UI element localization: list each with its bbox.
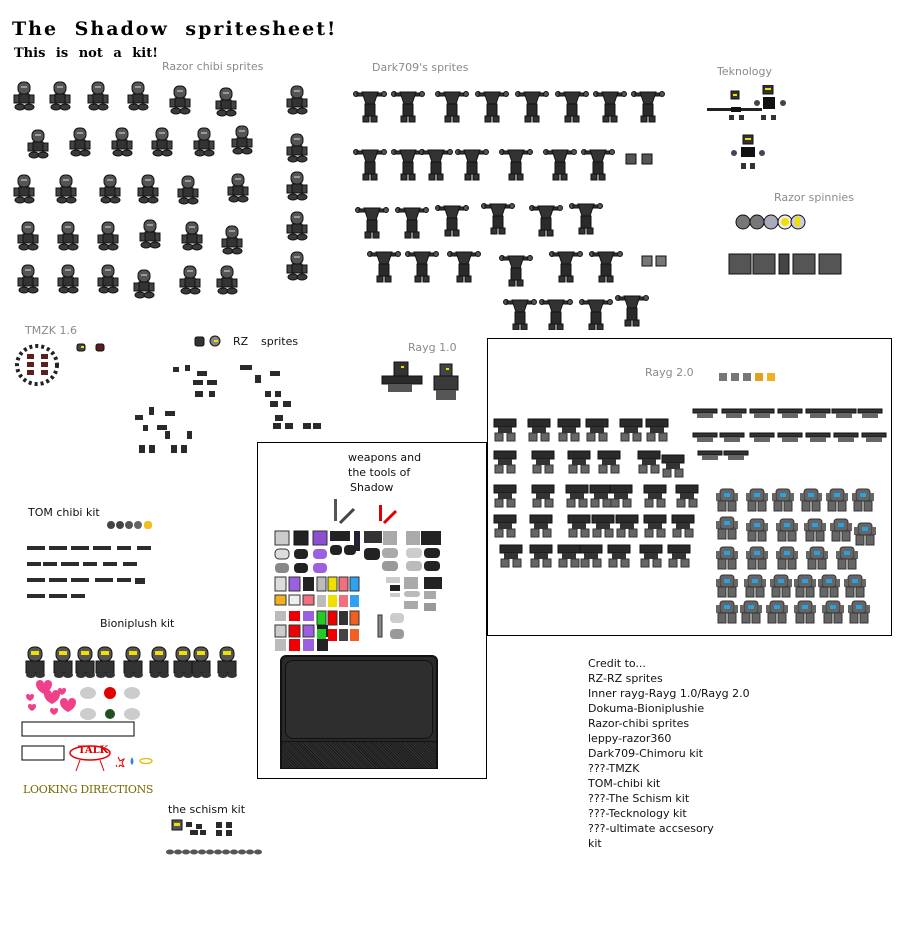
razor-spinnies-label: Razor spinnies	[774, 191, 854, 204]
dark709-robot-icons	[350, 80, 680, 330]
credit-line: Razor-chibi sprites	[588, 717, 690, 730]
tom-chibi-icons	[25, 518, 165, 608]
razor-spinnies-icons	[725, 212, 855, 277]
lightsaber-slant-icon	[384, 511, 396, 523]
monitor-base	[282, 741, 436, 768]
razor-chibi-robot-icons	[12, 80, 322, 300]
talk-text: TALK	[78, 745, 109, 756]
rayg2-label: Rayg 2.0	[645, 366, 694, 379]
dark709-sprites	[350, 80, 680, 330]
weapons-label-line3: Shadow	[350, 481, 394, 494]
credits-list	[588, 656, 750, 851]
weapons-panel	[257, 442, 487, 779]
credit-line: Inner rayg-Rayg 1.0/Rayg 2.0	[588, 687, 750, 700]
schism-label: the schism kit	[168, 803, 246, 816]
teknology-label: Teknology	[717, 65, 772, 78]
rayg1-sprites	[380, 360, 470, 405]
lightsaber-icon	[379, 505, 382, 521]
credit-line: ???-TMZK	[588, 762, 640, 775]
smoke-icons	[78, 684, 143, 724]
credit-line: Dark709-Chimoru kit	[588, 747, 703, 760]
credit-line: RZ-RZ sprites	[588, 672, 663, 685]
monitor-icon	[280, 655, 438, 769]
rz-label: RZ	[233, 335, 249, 348]
razor-chibi-sprites	[12, 80, 322, 300]
bioniplush-sprites	[22, 645, 247, 680]
sick-face-icon	[105, 709, 115, 719]
tom-chibi-label: TOM chibi kit	[28, 506, 100, 519]
credits-heading: Credit to...	[588, 657, 646, 670]
heart-icons	[26, 680, 76, 715]
razor-spinnies-sprites	[725, 212, 855, 277]
angry-face-icon	[104, 687, 116, 699]
monitor-screen	[285, 660, 433, 739]
console-icons	[275, 531, 441, 573]
handheld-icons	[275, 577, 359, 651]
rayg1-robot-icons	[380, 360, 470, 405]
smoke-sprites	[78, 684, 143, 724]
bioniplush-icons	[22, 645, 247, 680]
effect-icons	[114, 752, 154, 764]
rayg1-label: Rayg 1.0	[408, 341, 457, 354]
halo-icon	[140, 759, 152, 764]
anger-sweat-halo-icons	[114, 755, 154, 767]
sword-icon	[334, 499, 337, 521]
tom-chibi-sprites	[25, 518, 165, 608]
teknology-robot-icons	[705, 85, 795, 175]
sword-slant-icon	[340, 509, 354, 523]
tmzk-sprites	[15, 340, 115, 390]
dark709-label: Dark709's sprites	[372, 61, 469, 74]
credit-line: Dokuma-Bioniplushie	[588, 702, 705, 715]
emote-strip-2	[22, 746, 64, 760]
rz-sprites-label: sprites	[261, 335, 299, 348]
credit-line: leppy-razor360	[588, 732, 672, 745]
sweat-drop-icon	[131, 757, 134, 765]
credit-line: kit	[588, 837, 602, 850]
sheet-subtitle: This is not a kit!	[14, 46, 158, 61]
rayg2-panel	[487, 338, 892, 636]
looking-directions-label: LOOKING DIRECTIONS	[23, 783, 154, 796]
rayg2-robot-icons	[488, 339, 891, 635]
bioniplush-label: Bioniplush kit	[100, 617, 175, 630]
credit-line: ???-The Schism kit	[588, 792, 690, 805]
teknology-sprites	[705, 85, 795, 175]
credit-line: TOM-chibi kit	[588, 777, 661, 790]
credit-line: ???-ultimate accsesory	[588, 822, 714, 835]
razor-chibi-label: Razor chibi sprites	[162, 60, 264, 73]
tmzk-label: TMZK 1.6	[25, 324, 77, 337]
schism-sprites	[164, 818, 264, 858]
credit-line: ???-Tecknology kit	[588, 807, 687, 820]
talk-bubble	[68, 745, 113, 780]
tmzk-icons	[15, 340, 115, 390]
emote-strip-1	[22, 722, 134, 736]
weapons-label-line2: the tools of	[348, 466, 411, 479]
schism-icons	[164, 818, 264, 858]
weapons-label-line1: weapons and	[348, 451, 422, 464]
sheet-title: The Shadow spritesheet!	[12, 18, 338, 40]
